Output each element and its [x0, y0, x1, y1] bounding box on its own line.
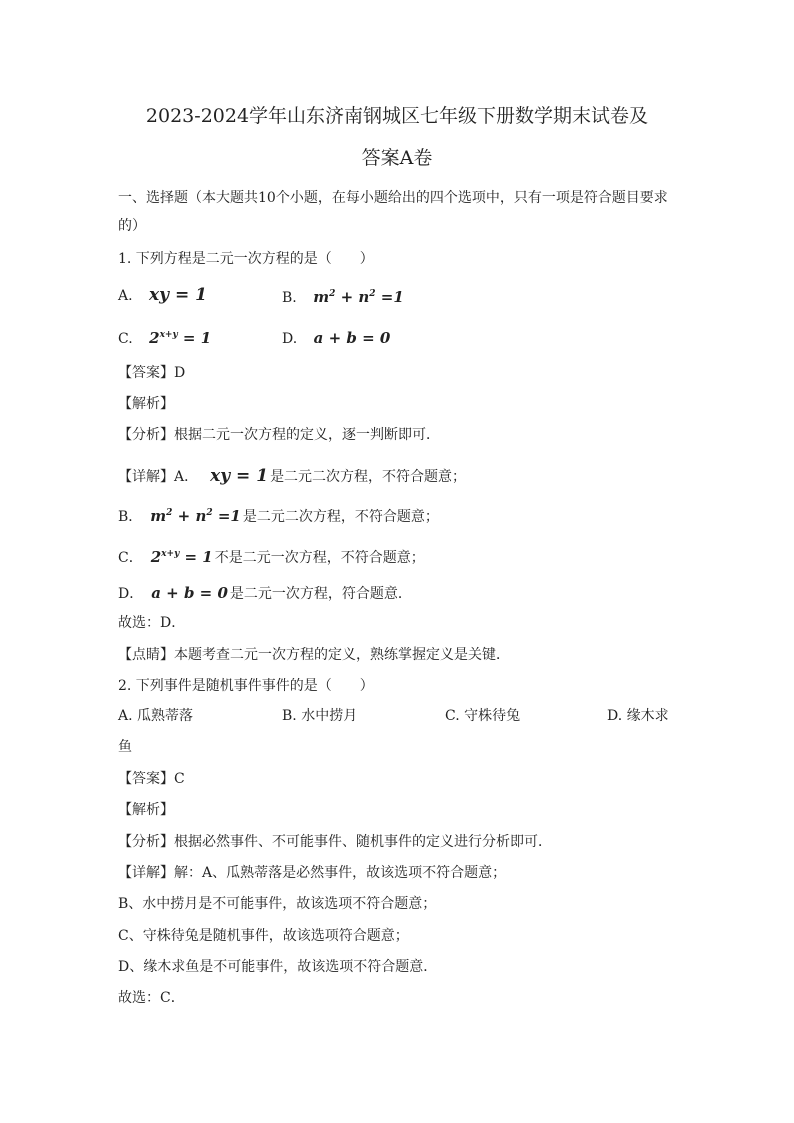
q1-option-c	[118, 329, 211, 348]
q2-detail-a: 【详解】解：A、瓜熟蒂落是必然事件，故该选项不符合题意；	[118, 865, 507, 881]
option-math: $2^{x+y} = 1$	[149, 329, 212, 347]
q1-fenxi: 【分析】根据二元一次方程的定义，逐一判断即可．	[118, 427, 440, 443]
q1-option-d	[282, 329, 390, 348]
q1-comment: 【点睛】本题考查二元一次方程的定义，熟练掌握定义是关键．	[118, 647, 510, 663]
option-label: B.	[282, 290, 297, 306]
option-math: $m^2 + n^2 =1$	[313, 288, 404, 306]
option-math: xy = 1	[149, 285, 207, 305]
option-label: A.	[118, 288, 133, 304]
q1-option-a	[118, 286, 207, 305]
q1-analysis-label: 【解析】	[118, 396, 174, 412]
q2-detail-d: D、缘木求鱼是不可能事件，故该选项不符合题意．	[118, 959, 438, 975]
q2-detail-b: B、水中捞月是不可能事件，故该选项不符合题意；	[118, 896, 437, 912]
q2-option-a: A. 瓜熟蒂落	[118, 708, 194, 724]
q2-fenxi: 【分析】根据必然事件、不可能事件、随机事件的定义进行分析即可．	[118, 834, 552, 850]
q2-option-d-wrap: 鱼	[118, 739, 132, 755]
title-line-2: 答案A卷	[361, 147, 433, 169]
option-math: a + b = 0	[313, 329, 391, 347]
title-line-1: 2023-2024学年山东济南钢城区七年级下册数学期末试卷及	[145, 105, 649, 127]
q2-detail-c: C、守株待兔是随机事件，故该选项符合题意；	[118, 928, 409, 944]
q1-detail-d: D． a + b = 0 是二元一次方程，符合题意．	[118, 584, 412, 602]
q2-option-b: B. 水中捞月	[282, 708, 358, 724]
q1-stem: 1. 下列方程是二元一次方程的是（ ）	[118, 251, 374, 267]
section-heading-line-2: 的）	[118, 218, 146, 234]
q1-choose: 故选：D．	[118, 615, 186, 631]
q1-detail-b: B． $m^2 + n^2 =1$ 是二元二次方程，不符合题意；	[118, 507, 439, 525]
q2-answer: 【答案】C	[118, 771, 185, 787]
q2-analysis-label: 【解析】	[118, 802, 174, 818]
q1-detail-a: 【详解】A． xy = 1 是二元二次方程，不符合题意；	[118, 466, 467, 486]
option-label: D.	[282, 331, 298, 347]
option-label: C.	[118, 331, 133, 347]
q1-answer: 【答案】D	[118, 365, 186, 381]
q2-option-c: C. 守株待兔	[445, 708, 521, 724]
q2-choose: 故选：C．	[118, 990, 185, 1006]
q2-option-d: D. 缘木求	[607, 708, 669, 724]
q2-stem: 2. 下列事件是随机事件事件的是（ ）	[118, 678, 374, 694]
q1-detail-c: C． $2^{x+y} = 1$ 不是二元一次方程，不符合题意；	[118, 548, 425, 566]
q1-option-b	[282, 288, 404, 307]
section-heading-line-1: 一、选择题（本大题共10个小题，在每小题给出的四个选项中，只有一项是符合题目要求	[118, 190, 668, 206]
